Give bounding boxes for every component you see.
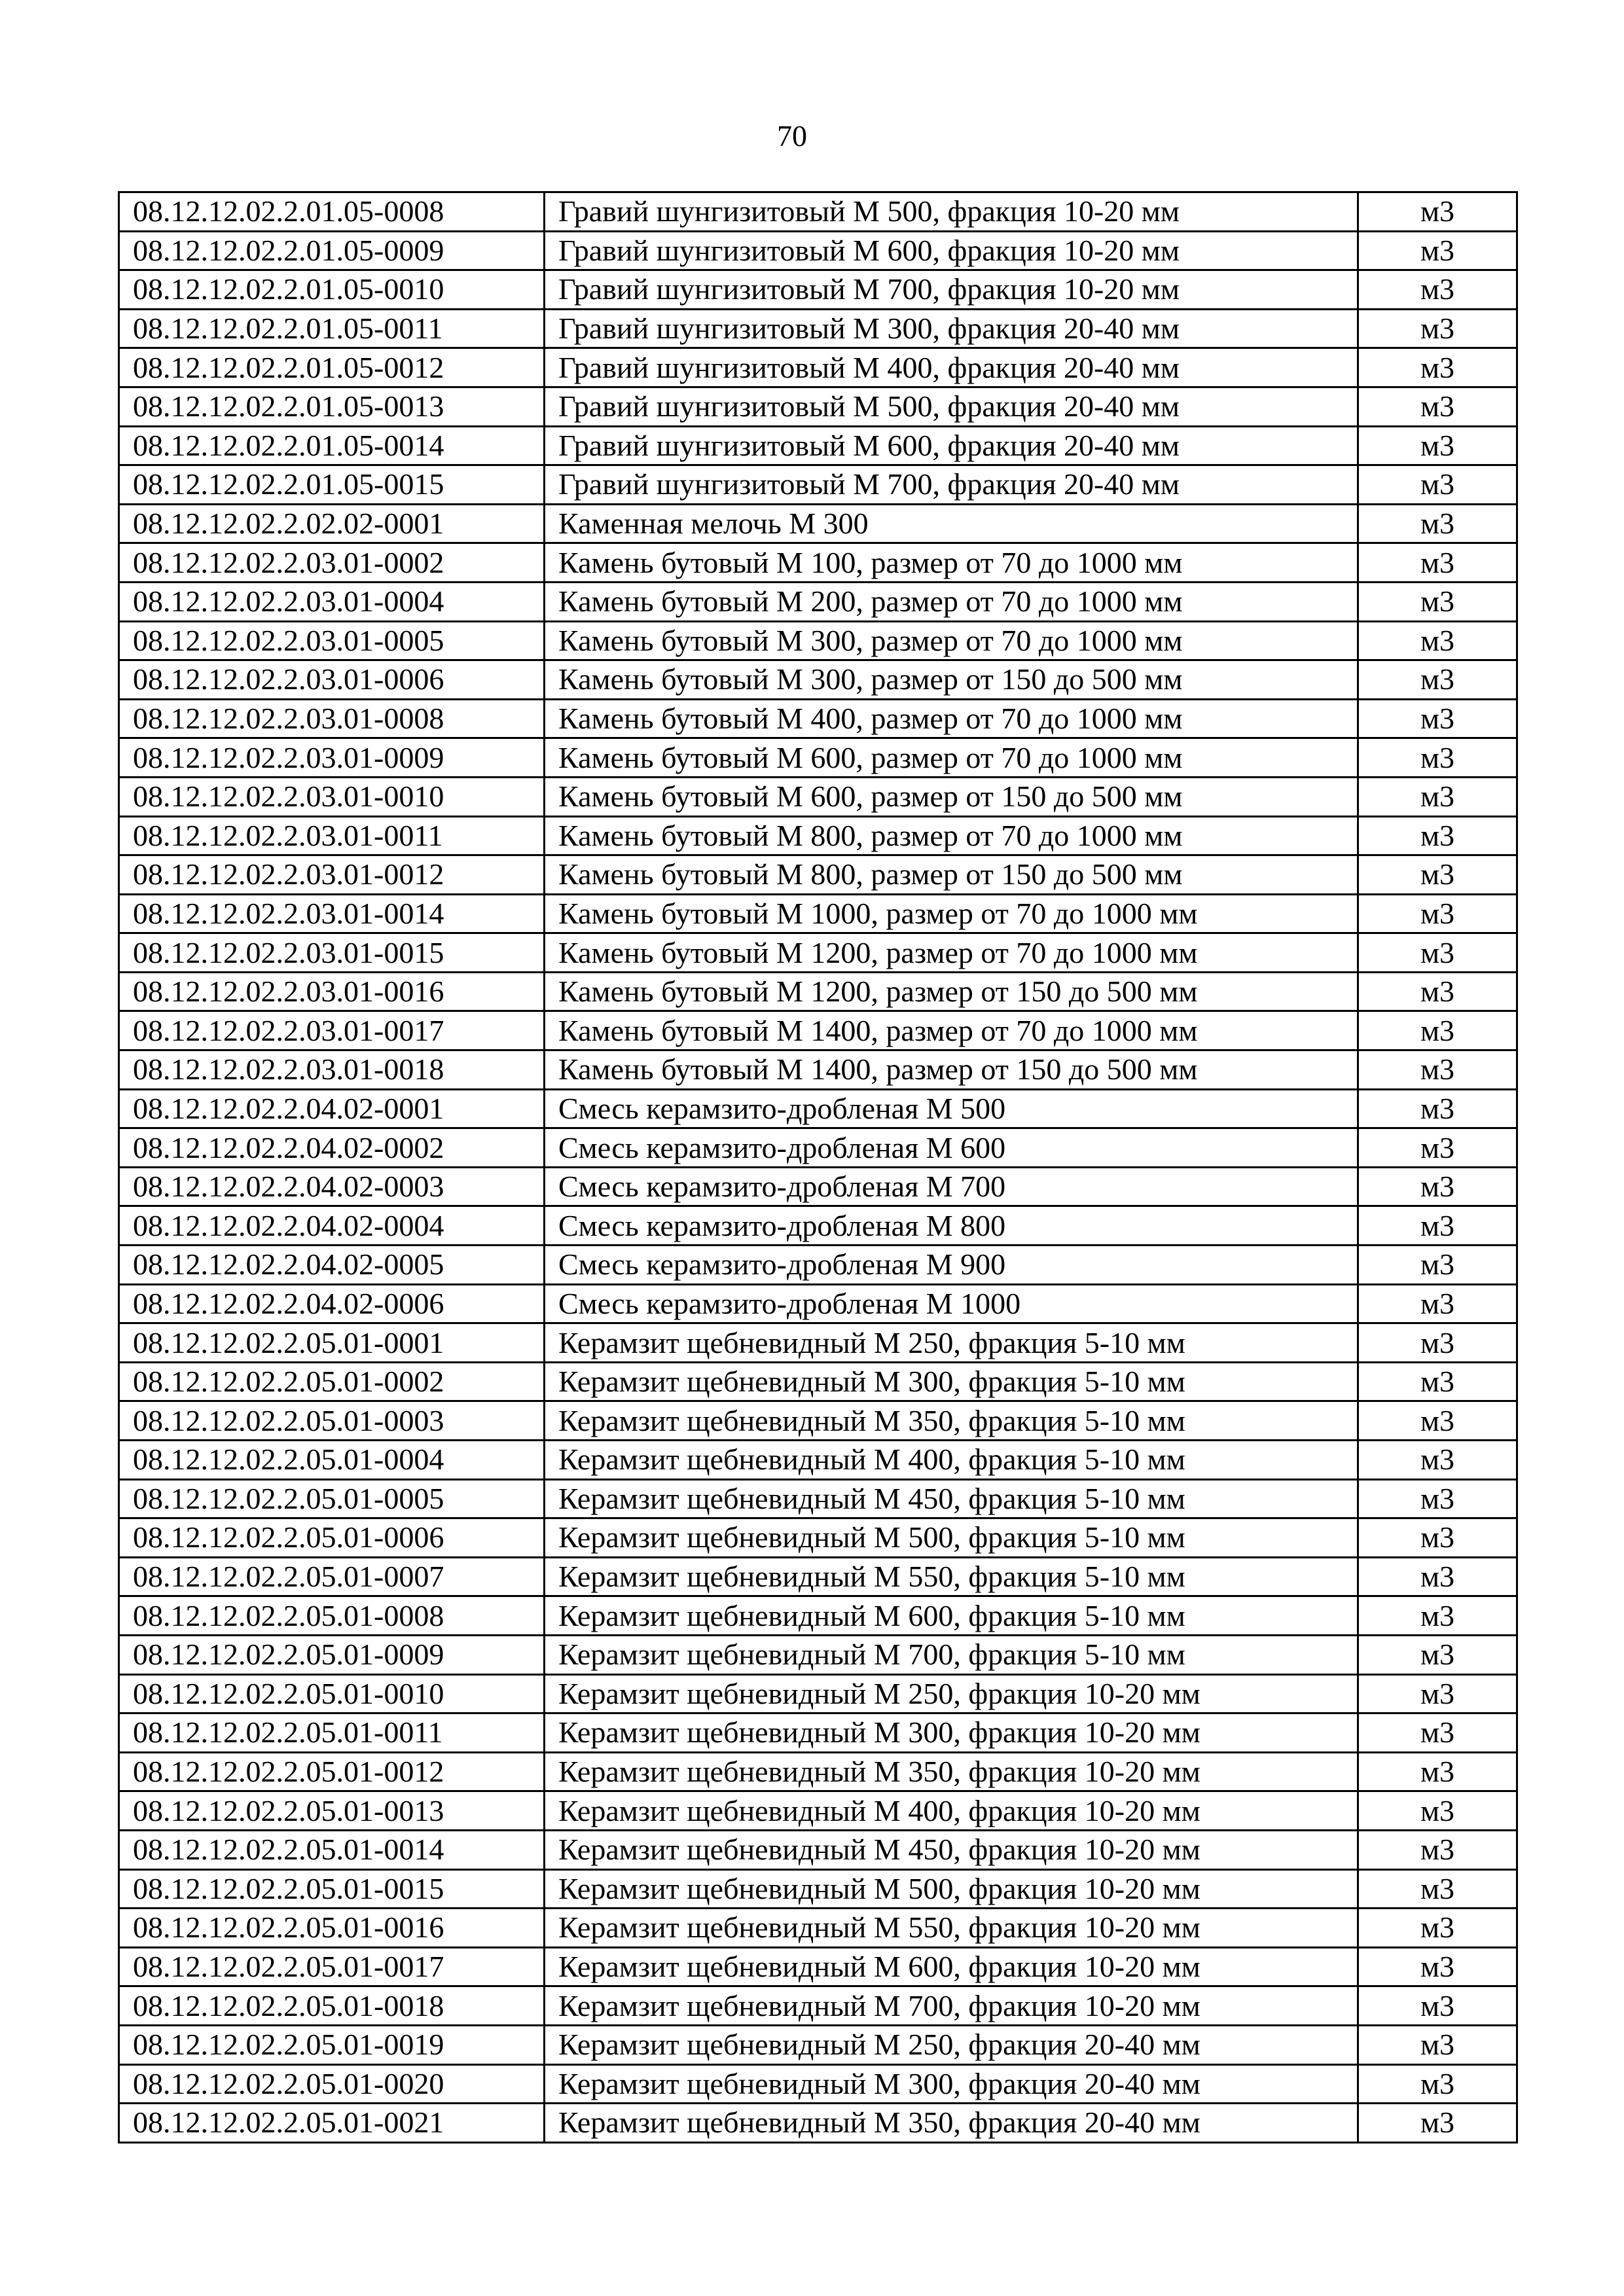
table-row xyxy=(119,504,1517,543)
resource-name-cell: Керамзит щебневидный М 350, фракция 5-10 мм xyxy=(545,1401,1358,1441)
table-row xyxy=(119,1909,1517,1948)
table-row xyxy=(119,1752,1517,1791)
unit-cell: м3 xyxy=(1358,1986,1517,2026)
resource-name-cell: Гравий шунгизитовый М 700, фракция 20-40 мм xyxy=(545,465,1358,505)
resource-code-cell: 08.12.12.02.2.05.01-0017 xyxy=(119,1947,545,1986)
resource-name-cell: Смесь керамзито-дробленая М 800 xyxy=(545,1206,1358,1246)
unit-cell: м3 xyxy=(1358,1362,1517,1401)
resource-name-cell: Керамзит щебневидный М 700, фракция 10-20 мм xyxy=(545,1986,1358,2026)
resource-name-cell: Керамзит щебневидный М 300, фракция 5-10 мм xyxy=(545,1362,1358,1401)
resource-code-cell: 08.12.12.02.2.03.01-0011 xyxy=(119,816,545,855)
resource-name-cell: Камень бутовый М 300, размер от 150 до 500 мм xyxy=(545,660,1358,700)
resource-code-cell: 08.12.12.02.2.05.01-0018 xyxy=(119,1986,545,2026)
unit-cell: м3 xyxy=(1358,1128,1517,1168)
unit-cell: м3 xyxy=(1358,309,1517,348)
unit-cell: м3 xyxy=(1358,1167,1517,1206)
unit-cell: м3 xyxy=(1358,777,1517,816)
table-row xyxy=(119,1791,1517,1831)
resource-name-cell: Камень бутовый М 200, размер от 70 до 1000 мм xyxy=(545,582,1358,621)
resource-code-cell: 08.12.12.02.2.05.01-0004 xyxy=(119,1441,545,1480)
table-row xyxy=(119,582,1517,621)
resource-name-cell: Гравий шунгизитовый М 400, фракция 20-40 мм xyxy=(545,348,1358,387)
resource-name-cell: Керамзит щебневидный М 600, фракция 5-10 мм xyxy=(545,1596,1358,1636)
table-row xyxy=(119,1947,1517,1986)
resource-code-cell: 08.12.12.02.2.05.01-0005 xyxy=(119,1479,545,1518)
page-number: 70 xyxy=(777,119,807,152)
resource-name-cell: Керамзит щебневидный М 550, фракция 10-20 мм xyxy=(545,1909,1358,1948)
unit-cell: м3 xyxy=(1358,1401,1517,1441)
resource-code-cell: 08.12.12.02.2.02.02-0001 xyxy=(119,504,545,543)
unit-cell: м3 xyxy=(1358,1246,1517,1285)
resource-name-cell: Камень бутовый М 400, размер от 70 до 1000 мм xyxy=(545,699,1358,738)
table-row xyxy=(119,1128,1517,1168)
unit-cell: м3 xyxy=(1358,894,1517,933)
resource-name-cell: Камень бутовый М 800, размер от 150 до 500 мм xyxy=(545,855,1358,895)
resource-code-cell: 08.12.12.02.2.05.01-0015 xyxy=(119,1869,545,1909)
table-row xyxy=(119,1362,1517,1401)
table-row xyxy=(119,1401,1517,1441)
resource-name-cell: Смесь керамзито-дробленая М 1000 xyxy=(545,1284,1358,1323)
resource-code-cell: 08.12.12.02.2.05.01-0019 xyxy=(119,2025,545,2064)
unit-cell: м3 xyxy=(1358,270,1517,310)
resource-name-cell: Керамзит щебневидный М 250, фракция 10-20 мм xyxy=(545,1674,1358,1713)
materials-table xyxy=(118,191,1518,2144)
table-row xyxy=(119,933,1517,973)
unit-cell: м3 xyxy=(1358,2104,1517,2143)
resource-code-cell: 08.12.12.02.2.05.01-0012 xyxy=(119,1752,545,1791)
resource-code-cell: 08.12.12.02.2.05.01-0008 xyxy=(119,1596,545,1636)
table-row xyxy=(119,621,1517,660)
table-row xyxy=(119,972,1517,1011)
unit-cell: м3 xyxy=(1358,1518,1517,1558)
table-row xyxy=(119,2064,1517,2104)
resource-name-cell: Керамзит щебневидный М 300, фракция 10-20 мм xyxy=(545,1713,1358,1753)
resource-code-cell: 08.12.12.02.2.03.01-0015 xyxy=(119,933,545,973)
table-row xyxy=(119,1206,1517,1246)
table-row xyxy=(119,1441,1517,1480)
unit-cell: м3 xyxy=(1358,582,1517,621)
resource-code-cell: 08.12.12.02.2.05.01-0009 xyxy=(119,1635,545,1674)
unit-cell: м3 xyxy=(1358,1596,1517,1636)
table-row xyxy=(119,465,1517,505)
resource-code-cell: 08.12.12.02.2.04.02-0004 xyxy=(119,1206,545,1246)
table-row xyxy=(119,660,1517,700)
table-row xyxy=(119,816,1517,855)
resource-code-cell: 08.12.12.02.2.03.01-0006 xyxy=(119,660,545,700)
resource-name-cell: Керамзит щебневидный М 700, фракция 5-10 мм xyxy=(545,1635,1358,1674)
resource-name-cell: Камень бутовый М 100, размер от 70 до 1000 мм xyxy=(545,543,1358,583)
resource-code-cell: 08.12.12.02.2.05.01-0020 xyxy=(119,2064,545,2104)
resource-code-cell: 08.12.12.02.2.03.01-0009 xyxy=(119,738,545,778)
unit-cell: м3 xyxy=(1358,2064,1517,2104)
resource-name-cell: Керамзит щебневидный М 350, фракция 20-40 мм xyxy=(545,2104,1358,2143)
unit-cell: м3 xyxy=(1358,192,1517,232)
table-row xyxy=(119,1674,1517,1713)
unit-cell: м3 xyxy=(1358,348,1517,387)
unit-cell: м3 xyxy=(1358,660,1517,700)
resource-name-cell: Смесь керамзито-дробленая М 700 xyxy=(545,1167,1358,1206)
resource-name-cell: Гравий шунгизитовый М 600, фракция 20-40 мм xyxy=(545,426,1358,465)
unit-cell: м3 xyxy=(1358,1206,1517,1246)
unit-cell: м3 xyxy=(1358,816,1517,855)
unit-cell: м3 xyxy=(1358,426,1517,465)
table-row xyxy=(119,2025,1517,2064)
resource-name-cell: Гравий шунгизитовый М 500, фракция 10-20 мм xyxy=(545,192,1358,232)
unit-cell: м3 xyxy=(1358,2025,1517,2064)
resource-name-cell: Керамзит щебневидный М 500, фракция 5-10 мм xyxy=(545,1518,1358,1558)
table-row xyxy=(119,1167,1517,1206)
resource-code-cell: 08.12.12.02.2.05.01-0011 xyxy=(119,1713,545,1753)
resource-code-cell: 08.12.12.02.2.03.01-0010 xyxy=(119,777,545,816)
unit-cell: м3 xyxy=(1358,972,1517,1011)
resource-name-cell: Камень бутовый М 300, размер от 70 до 1000 мм xyxy=(545,621,1358,660)
unit-cell: м3 xyxy=(1358,1050,1517,1090)
resource-code-cell: 08.12.12.02.2.04.02-0002 xyxy=(119,1128,545,1168)
resource-code-cell: 08.12.12.02.2.03.01-0008 xyxy=(119,699,545,738)
table-row xyxy=(119,231,1517,270)
unit-cell: м3 xyxy=(1358,1284,1517,1323)
resource-code-cell: 08.12.12.02.2.05.01-0001 xyxy=(119,1323,545,1363)
resource-code-cell: 08.12.12.02.2.04.02-0006 xyxy=(119,1284,545,1323)
resource-name-cell: Керамзит щебневидный М 400, фракция 10-20 мм xyxy=(545,1791,1358,1831)
resource-name-cell: Керамзит щебневидный М 500, фракция 10-20 мм xyxy=(545,1869,1358,1909)
unit-cell: м3 xyxy=(1358,699,1517,738)
resource-name-cell: Каменная мелочь М 300 xyxy=(545,504,1358,543)
resource-code-cell: 08.12.12.02.2.05.01-0021 xyxy=(119,2104,545,2143)
unit-cell: м3 xyxy=(1358,855,1517,895)
table-row xyxy=(119,777,1517,816)
resource-code-cell: 08.12.12.02.2.01.05-0013 xyxy=(119,387,545,426)
table-row xyxy=(119,387,1517,426)
resource-name-cell: Керамзит щебневидный М 300, фракция 20-40 мм xyxy=(545,2064,1358,2104)
resource-code-cell: 08.12.12.02.2.05.01-0002 xyxy=(119,1362,545,1401)
resource-code-cell: 08.12.12.02.2.05.01-0014 xyxy=(119,1830,545,1869)
table-row xyxy=(119,699,1517,738)
resource-code-cell: 08.12.12.02.2.03.01-0005 xyxy=(119,621,545,660)
unit-cell: м3 xyxy=(1358,1011,1517,1050)
resource-name-cell: Камень бутовый М 600, размер от 70 до 1000 мм xyxy=(545,738,1358,778)
table-row xyxy=(119,894,1517,933)
resource-code-cell: 08.12.12.02.2.03.01-0002 xyxy=(119,543,545,583)
table-row xyxy=(119,1479,1517,1518)
resource-name-cell: Смесь керамзито-дробленая М 500 xyxy=(545,1089,1358,1128)
resource-code-cell: 08.12.12.02.2.01.05-0012 xyxy=(119,348,545,387)
unit-cell: м3 xyxy=(1358,543,1517,583)
table-row xyxy=(119,309,1517,348)
resource-code-cell: 08.12.12.02.2.04.02-0001 xyxy=(119,1089,545,1128)
table-row xyxy=(119,1869,1517,1909)
resource-name-cell: Камень бутовый М 1000, размер от 70 до 1000 мм xyxy=(545,894,1358,933)
resource-name-cell: Камень бутовый М 1400, размер от 70 до 1000 мм xyxy=(545,1011,1358,1050)
resource-name-cell: Гравий шунгизитовый М 700, фракция 10-20 мм xyxy=(545,270,1358,310)
table-row xyxy=(119,1713,1517,1753)
table-row xyxy=(119,1246,1517,1285)
table-row xyxy=(119,738,1517,778)
table-row xyxy=(119,1284,1517,1323)
unit-cell: м3 xyxy=(1358,1791,1517,1831)
unit-cell: м3 xyxy=(1358,1089,1517,1128)
resource-code-cell: 08.12.12.02.2.05.01-0007 xyxy=(119,1557,545,1596)
resource-name-cell: Камень бутовый М 1200, размер от 70 до 1000 мм xyxy=(545,933,1358,973)
resource-name-cell: Керамзит щебневидный М 350, фракция 10-20 мм xyxy=(545,1752,1358,1791)
resource-name-cell: Камень бутовый М 600, размер от 150 до 500 мм xyxy=(545,777,1358,816)
table-row xyxy=(119,1596,1517,1636)
unit-cell: м3 xyxy=(1358,621,1517,660)
unit-cell: м3 xyxy=(1358,1713,1517,1753)
table-row xyxy=(119,2104,1517,2143)
resource-name-cell: Смесь керамзито-дробленая М 600 xyxy=(545,1128,1358,1168)
resource-code-cell: 08.12.12.02.2.05.01-0016 xyxy=(119,1909,545,1948)
resource-name-cell: Керамзит щебневидный М 250, фракция 20-40 мм xyxy=(545,2025,1358,2064)
resource-code-cell: 08.12.12.02.2.01.05-0011 xyxy=(119,309,545,348)
unit-cell: м3 xyxy=(1358,1869,1517,1909)
resource-code-cell: 08.12.12.02.2.01.05-0009 xyxy=(119,231,545,270)
unit-cell: м3 xyxy=(1358,1635,1517,1674)
unit-cell: м3 xyxy=(1358,465,1517,505)
materials-table-body xyxy=(119,192,1517,2143)
unit-cell: м3 xyxy=(1358,1557,1517,1596)
unit-cell: м3 xyxy=(1358,504,1517,543)
resource-code-cell: 08.12.12.02.2.05.01-0010 xyxy=(119,1674,545,1713)
resource-code-cell: 08.12.12.02.2.01.05-0015 xyxy=(119,465,545,505)
resource-code-cell: 08.12.12.02.2.01.05-0014 xyxy=(119,426,545,465)
resource-code-cell: 08.12.12.02.2.05.01-0006 xyxy=(119,1518,545,1558)
table-row xyxy=(119,855,1517,895)
resource-code-cell: 08.12.12.02.2.05.01-0013 xyxy=(119,1791,545,1831)
resource-code-cell: 08.12.12.02.2.03.01-0014 xyxy=(119,894,545,933)
unit-cell: м3 xyxy=(1358,1947,1517,1986)
resource-name-cell: Керамзит щебневидный М 450, фракция 5-10 мм xyxy=(545,1479,1358,1518)
resource-code-cell: 08.12.12.02.2.03.01-0018 xyxy=(119,1050,545,1090)
table-row xyxy=(119,426,1517,465)
resource-code-cell: 08.12.12.02.2.05.01-0003 xyxy=(119,1401,545,1441)
table-row xyxy=(119,1986,1517,2026)
table-row xyxy=(119,192,1517,232)
unit-cell: м3 xyxy=(1358,231,1517,270)
unit-cell: м3 xyxy=(1358,933,1517,973)
table-row xyxy=(119,1557,1517,1596)
table-row xyxy=(119,1635,1517,1674)
resource-code-cell: 08.12.12.02.2.03.01-0017 xyxy=(119,1011,545,1050)
unit-cell: м3 xyxy=(1358,1323,1517,1363)
unit-cell: м3 xyxy=(1358,1479,1517,1518)
table-row xyxy=(119,1050,1517,1090)
resource-code-cell: 08.12.12.02.2.01.05-0008 xyxy=(119,192,545,232)
unit-cell: м3 xyxy=(1358,1441,1517,1480)
resource-name-cell: Керамзит щебневидный М 400, фракция 5-10 мм xyxy=(545,1441,1358,1480)
table-row xyxy=(119,1518,1517,1558)
resource-code-cell: 08.12.12.02.2.04.02-0005 xyxy=(119,1246,545,1285)
unit-cell: м3 xyxy=(1358,1752,1517,1791)
unit-cell: м3 xyxy=(1358,1909,1517,1948)
resource-name-cell: Смесь керамзито-дробленая М 900 xyxy=(545,1246,1358,1285)
resource-code-cell: 08.12.12.02.2.03.01-0012 xyxy=(119,855,545,895)
table-row xyxy=(119,1089,1517,1128)
resource-name-cell: Гравий шунгизитовый М 600, фракция 10-20 мм xyxy=(545,231,1358,270)
unit-cell: м3 xyxy=(1358,387,1517,426)
table-row xyxy=(119,1830,1517,1869)
resource-code-cell: 08.12.12.02.2.01.05-0010 xyxy=(119,270,545,310)
table-row xyxy=(119,270,1517,310)
resource-name-cell: Керамзит щебневидный М 250, фракция 5-10 мм xyxy=(545,1323,1358,1363)
unit-cell: м3 xyxy=(1358,1674,1517,1713)
resource-name-cell: Гравий шунгизитовый М 500, фракция 20-40 мм xyxy=(545,387,1358,426)
unit-cell: м3 xyxy=(1358,738,1517,778)
resource-name-cell: Камень бутовый М 1400, размер от 150 до 500 мм xyxy=(545,1050,1358,1090)
table-row xyxy=(119,348,1517,387)
unit-cell: м3 xyxy=(1358,1830,1517,1869)
resource-code-cell: 08.12.12.02.2.03.01-0004 xyxy=(119,582,545,621)
resource-name-cell: Керамзит щебневидный М 600, фракция 10-20 мм xyxy=(545,1947,1358,1986)
table-row xyxy=(119,543,1517,583)
resource-code-cell: 08.12.12.02.2.03.01-0016 xyxy=(119,972,545,1011)
resource-name-cell: Камень бутовый М 800, размер от 70 до 1000 мм xyxy=(545,816,1358,855)
table-row xyxy=(119,1323,1517,1363)
resource-name-cell: Керамзит щебневидный М 450, фракция 10-20 мм xyxy=(545,1830,1358,1869)
resource-name-cell: Гравий шунгизитовый М 300, фракция 20-40 мм xyxy=(545,309,1358,348)
resource-name-cell: Керамзит щебневидный М 550, фракция 5-10 мм xyxy=(545,1557,1358,1596)
resource-name-cell: Камень бутовый М 1200, размер от 150 до 500 мм xyxy=(545,972,1358,1011)
table-row xyxy=(119,1011,1517,1050)
resource-code-cell: 08.12.12.02.2.04.02-0003 xyxy=(119,1167,545,1206)
